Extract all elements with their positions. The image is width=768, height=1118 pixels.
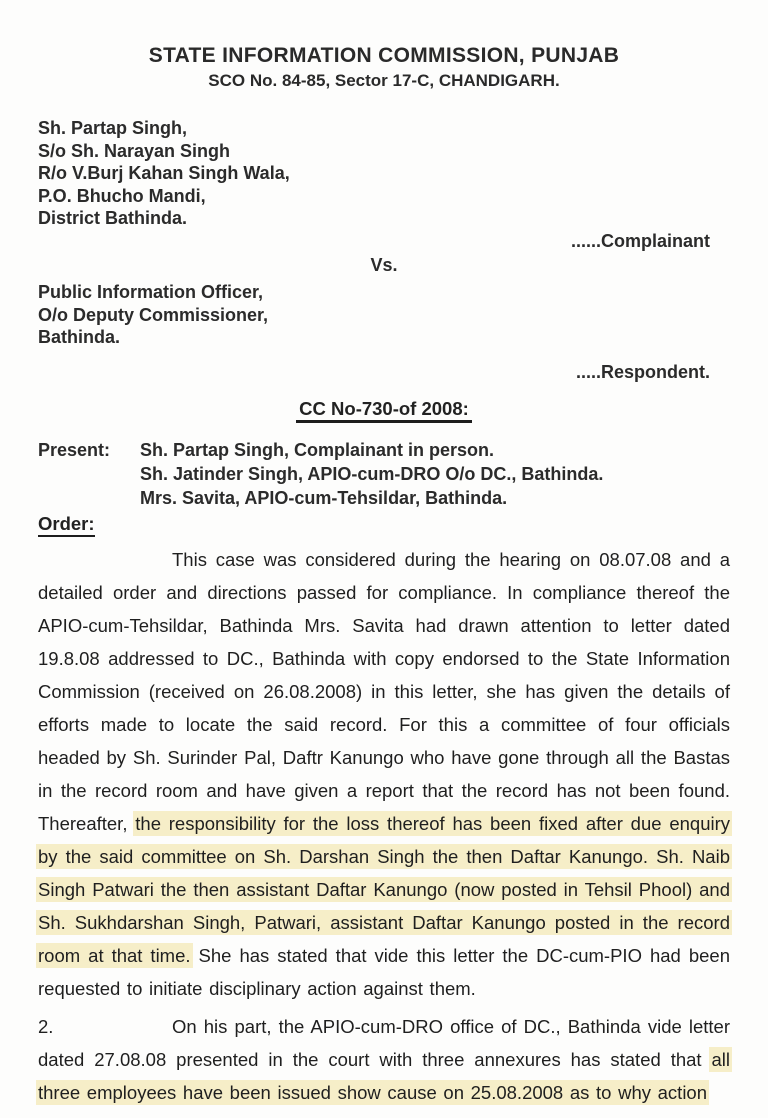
respondent-line-place: Bathinda. <box>38 327 121 347</box>
paragraph-1-text-after: She has stated that vide this letter the DC-cum-PIO had been requested to initiate disciplinary action against them. <box>38 945 730 999</box>
document-header <box>38 44 730 91</box>
paragraph-1-highlighted-text: the responsibility for the loss thereof has been fixed after due enquiry by the said committee on Sh. Darshan Singh the then Daftar Kanungo. Sh. Naib Singh Patwari the then assistant Daftar Kanungo (now posted in Tehsil Phool) and Sh. Sukhdarshan Singh, Patwari, assistant Daftar Kanungo posted in the record room at that time. <box>38 813 730 966</box>
case-number <box>38 398 730 420</box>
versus-label: Vs. <box>370 255 398 275</box>
paragraph-1-text: This case was considered during the hearing on 08.07.08 and a detailed order and directions passed for compliance. In compliance thereof the APIO-cum-Tehsildar, Bathinda Mrs. Savita had drawn attention to letter dated 19.8.08 addressed to DC., Bathinda with copy endorsed to the State Information Commission (received on 26.08.2008) in this letter, she has given the details of efforts made to locate the said record. For this a committee of four officials headed by Sh. Surinder Pal, Daftr Kanungo who have gone through all the Bastas in the record room and have given a report that the record has not been found. Thereafter, <box>38 549 730 834</box>
case-number-text: CC No-730-of 2008: <box>296 398 472 423</box>
paragraph-2-number: 2. <box>38 1016 54 1037</box>
order-heading-text: Order: <box>38 513 95 537</box>
present-entry-apio-dro: Sh. Jatinder Singh, APIO-cum-DRO O/o DC., Bathinda. <box>140 464 604 484</box>
present-block <box>38 438 730 510</box>
present-label: Present: <box>38 440 111 460</box>
respondent-block <box>38 281 730 349</box>
present-entries <box>140 438 730 510</box>
complainant-role-label: ......Complainant <box>570 230 710 251</box>
complainant-line-po: P.O. Bhucho Mandi, <box>38 185 206 206</box>
respondent-role-label: .....Respondent. <box>575 361 710 382</box>
order-paragraph-2 <box>38 1010 730 1109</box>
present-entry-apio-tehsildar: Mrs. Savita, APIO-cum-Tehsildar, Bathinda. <box>140 488 508 508</box>
complainant-line-district: District Bathinda. <box>38 208 188 228</box>
order-heading <box>38 513 730 535</box>
page-subtitle: SCO No. 84-85, Sector 17-C, CHANDIGARH. <box>208 71 560 90</box>
paragraph-2-text: On his part, the APIO-cum-DRO office of DC., Bathinda vide letter dated 27.08.08 presented in the court with three annexures has stated that <box>38 1016 730 1070</box>
order-paragraph-1 <box>38 543 730 1005</box>
page-title: STATE INFORMATION COMMISSION, PUNJAB <box>148 44 620 67</box>
complainant-line-name: Sh. Partap Singh, <box>38 118 188 138</box>
respondent-line-office: O/o Deputy Commissioner, <box>38 304 269 325</box>
respondent-line-title: Public Information Officer, <box>38 282 264 302</box>
paragraph-2-highlighted-text: all three employees have been issued show cause on 25.08.2008 as to why action <box>38 1049 730 1103</box>
complainant-line-father: S/o Sh. Narayan Singh <box>38 140 231 161</box>
present-entry-complainant: Sh. Partap Singh, Complainant in person. <box>140 440 495 460</box>
complainant-block <box>38 117 730 230</box>
complainant-line-residence: R/o V.Burj Kahan Singh Wala, <box>38 163 290 183</box>
